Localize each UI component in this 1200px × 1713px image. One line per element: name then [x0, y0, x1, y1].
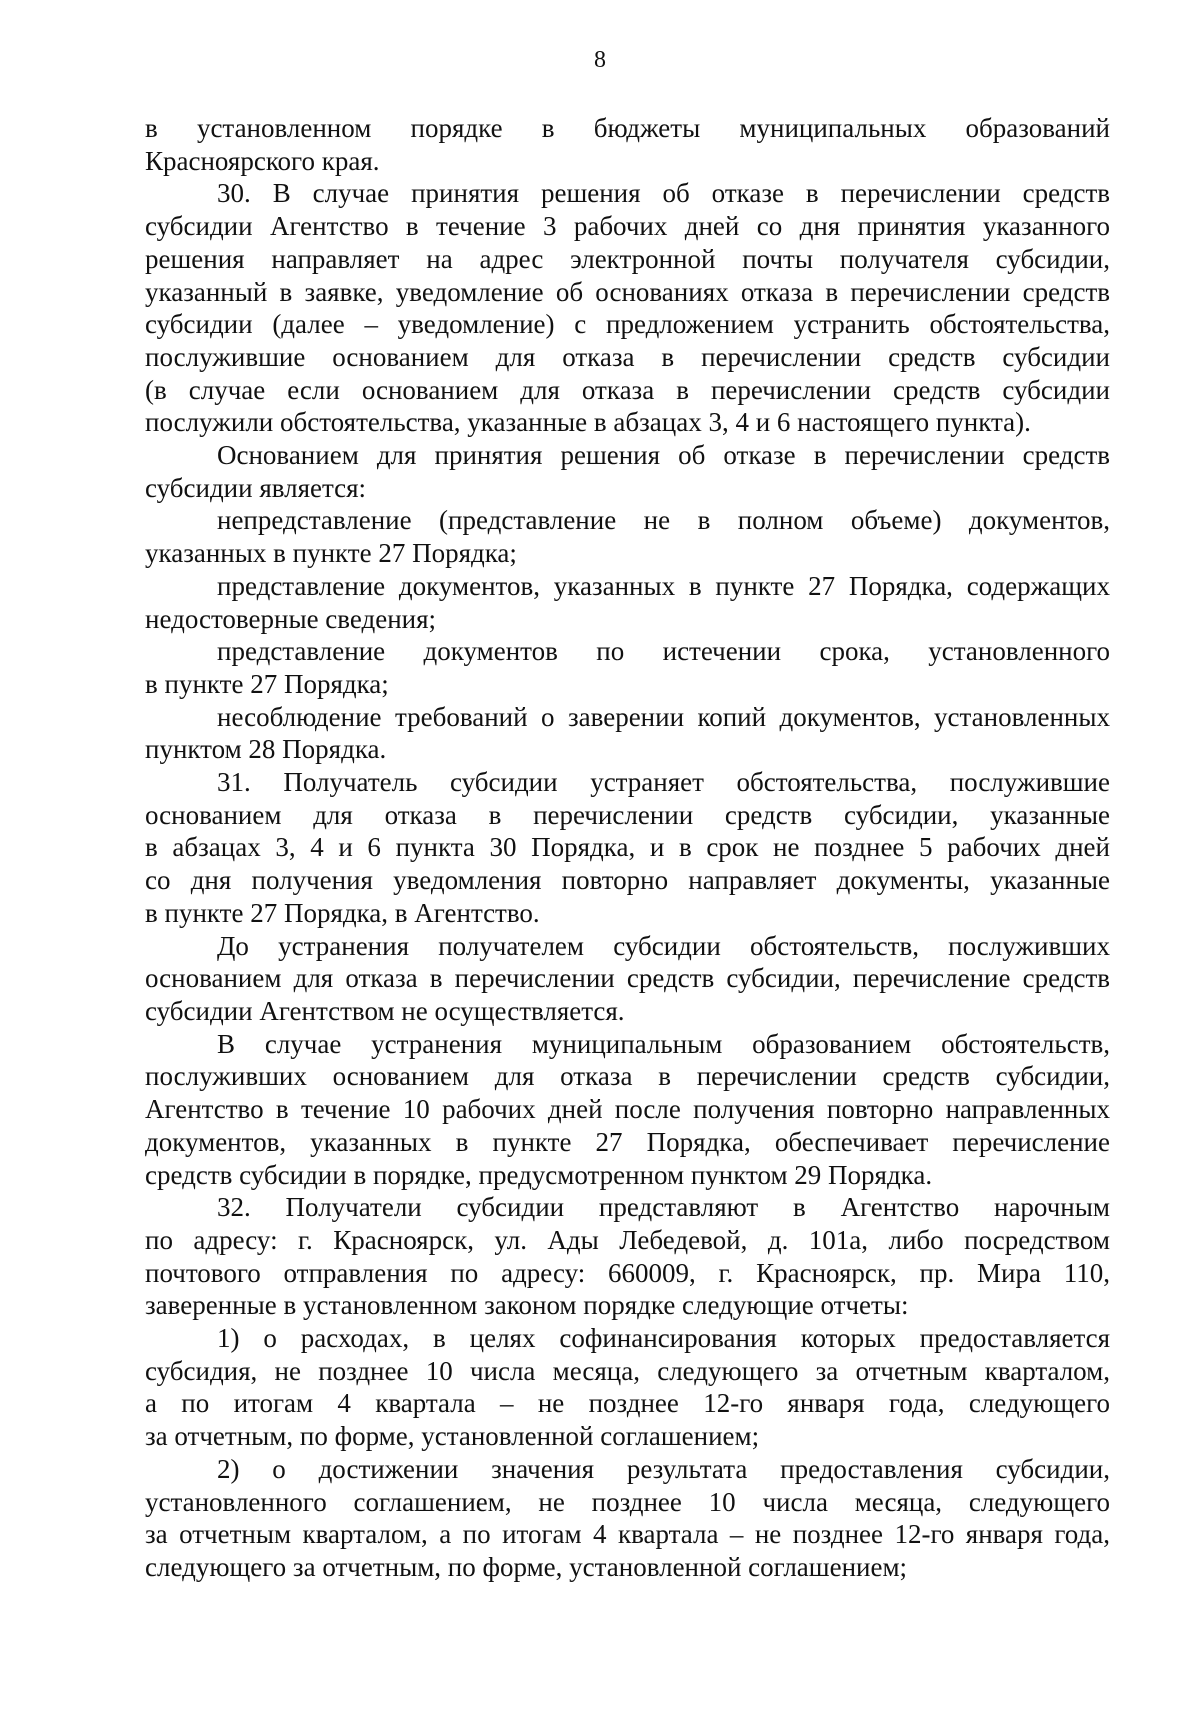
text-line: Агентство в течение 10 рабочих дней после получения повторно направленных	[145, 1094, 1110, 1125]
text-line: указанных в пункте 27 Порядка;	[145, 538, 517, 569]
text-line: послуживших основанием для отказа в перечислении средств субсидии,	[145, 1061, 1110, 1092]
text-line: установленного соглашением, не позднее 10 числа месяца, следующего	[145, 1486, 1110, 1517]
text-line: средств субсидии в порядке, предусмотренном пунктом 29 Порядка.	[145, 1159, 933, 1190]
paragraph	[145, 504, 1110, 569]
text-line: субсидия, не позднее 10 числа месяца, следующего за отчетным кварталом,	[145, 1355, 1110, 1386]
text-line: (в случае если основанием для отказа в перечислении средств субсидии	[145, 374, 1110, 405]
text-line: в абзацах 3, 4 и 6 пункта 30 Порядка, и в срок не позднее 5 рабочих дней	[145, 832, 1110, 863]
text-line: субсидии Агентство в течение 3 рабочих дней со дня принятия указанного	[145, 211, 1110, 242]
text-line: 1) о расходах, в целях софинансирования которых предоставляется	[217, 1323, 1110, 1354]
text-line: представление документов, указанных в пункте 27 Порядка, содержащих	[217, 570, 1110, 601]
text-line: 31. Получатель субсидии устраняет обстоятельства, послужившие	[217, 767, 1110, 798]
paragraph	[145, 1453, 1110, 1584]
text-line: документов, указанных в пункте 27 Порядка, обеспечивает перечисление	[145, 1126, 1110, 1157]
text-line: пунктом 28 Порядка.	[145, 734, 387, 765]
text-line: решения направляет на адрес электронной почты получателя субсидии,	[145, 243, 1110, 274]
paragraph	[145, 570, 1110, 635]
paragraph	[145, 1028, 1110, 1192]
text-line: следующего за отчетным, по форме, установленной соглашением;	[145, 1551, 908, 1582]
page-number: 8	[594, 47, 606, 73]
text-line: почтового отправления по адресу: 660009, г. Красноярск, пр. Мира 110,	[145, 1257, 1110, 1288]
text-line: В случае устранения муниципальным образованием обстоятельств,	[217, 1028, 1110, 1059]
text-line: непредставление (представление не в полном объеме) документов,	[217, 505, 1110, 536]
text-line: указанный в заявке, уведомление об основаниях отказа в перечислении средств	[145, 276, 1110, 307]
text-line: в установленном порядке в бюджеты муниципальных образований	[145, 113, 1110, 143]
text-line: субсидии (далее – уведомление) с предложением устранить обстоятельства,	[145, 309, 1110, 340]
text-line: 30. В случае принятия решения об отказе в перечислении средств	[217, 178, 1110, 209]
text-line: Основанием для принятия решения об отказе в перечислении средств	[217, 440, 1110, 471]
text-line: основанием для отказа в перечислении средств субсидии, перечисление средств	[145, 963, 1110, 994]
text-line: за отчетным, по форме, установленной соглашением;	[145, 1421, 760, 1452]
paragraph	[145, 930, 1110, 1028]
text-line: Красноярского края.	[145, 145, 380, 176]
paragraph	[145, 701, 1110, 766]
text-line: в пункте 27 Порядка;	[145, 668, 389, 699]
text-line: субсидии является:	[145, 472, 367, 503]
text-line: недостоверные сведения;	[145, 603, 437, 634]
text-line: основанием для отказа в перечислении средств субсидии, указанные	[145, 799, 1110, 830]
text-line: в пункте 27 Порядка, в Агентство.	[145, 897, 540, 928]
paragraph	[145, 1322, 1110, 1453]
paragraph	[145, 177, 1110, 439]
text-line: со дня получения уведомления повторно направляет документы, указанные	[145, 865, 1110, 896]
document-body	[145, 112, 1110, 1584]
text-line: послужившие основанием для отказа в перечислении средств субсидии	[145, 341, 1110, 372]
text-line: субсидии Агентством не осуществляется.	[145, 995, 625, 1026]
text-line: несоблюдение требований о заверении копий документов, установленных	[217, 701, 1110, 732]
text-line: 32. Получатели субсидии представляют в Агентство нарочным	[217, 1192, 1110, 1223]
text-line: за отчетным кварталом, а по итогам 4 квартала – не позднее 12-го января года,	[145, 1519, 1110, 1550]
text-line: представление документов по истечении срока, установленного	[217, 636, 1110, 667]
paragraph	[145, 1191, 1110, 1322]
paragraph	[145, 635, 1110, 700]
text-line: заверенные в установленном законом порядке следующие отчеты:	[145, 1290, 909, 1321]
text-line: 2) о достижении значения результата предоставления субсидии,	[217, 1453, 1110, 1484]
paragraph	[145, 766, 1110, 930]
text-line: послужили обстоятельства, указанные в абзацах 3, 4 и 6 настоящего пункта).	[145, 407, 1031, 438]
text-line: До устранения получателем субсидии обстоятельств, послуживших	[217, 930, 1110, 961]
paragraph	[145, 112, 1110, 177]
text-line: а по итогам 4 квартала – не позднее 12-го января года, следующего	[145, 1388, 1110, 1419]
text-line: по адресу: г. Красноярск, ул. Ады Лебедевой, д. 101а, либо посредством	[145, 1224, 1110, 1255]
paragraph	[145, 439, 1110, 504]
